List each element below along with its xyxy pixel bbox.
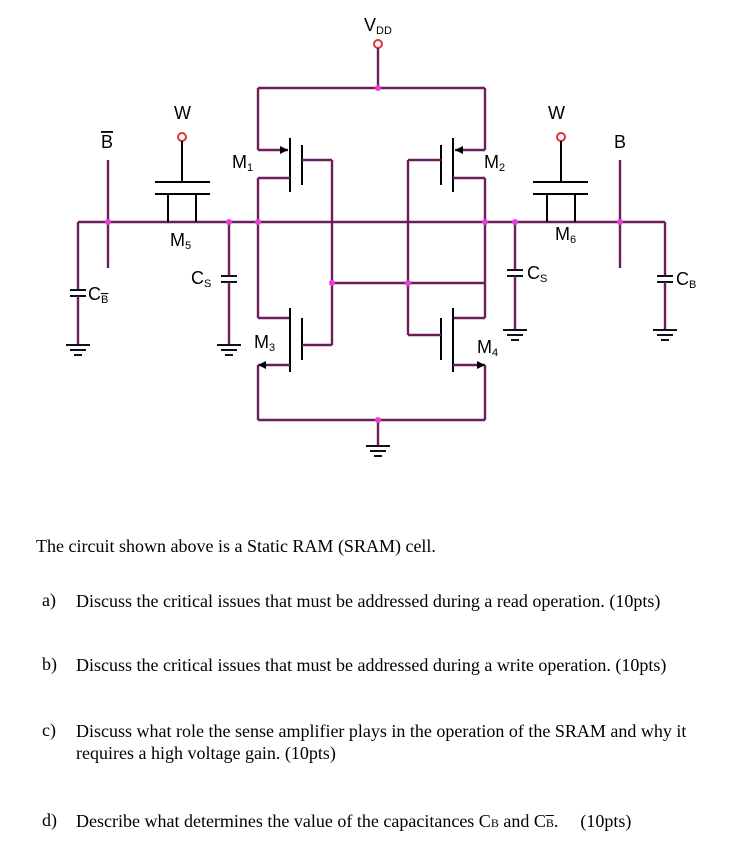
- transistor-m5: [155, 141, 210, 222]
- wordline-left-label: W: [174, 103, 191, 123]
- ground-icon: [366, 446, 390, 456]
- question-b-tag: b): [42, 654, 57, 674]
- question-c-text: Discuss what role the sense amplifier plays in the operation of the SRAM and why it requires a high voltage gain. (10pts): [76, 721, 687, 763]
- question-a-text: Discuss the critical issues that must be addressed during a read operation. (10pts): [76, 591, 661, 611]
- ground-icon: [653, 330, 677, 340]
- vdd-terminal: [374, 40, 382, 48]
- capacitor-cb-right: [657, 276, 673, 282]
- m1-label: M1: [232, 152, 254, 174]
- transistor-m2: [408, 138, 485, 335]
- bitline-bar-label: B: [101, 132, 114, 152]
- m5-label: M5: [170, 230, 192, 252]
- m3-label: M3: [254, 332, 276, 354]
- capacitor-cb-left: [70, 290, 86, 296]
- ground-icon: [503, 330, 527, 340]
- question-section: [36, 536, 736, 831]
- m4-label: M4: [477, 337, 499, 359]
- vdd-label: VDD: [364, 15, 392, 37]
- capacitor-cs-left: [221, 276, 237, 282]
- node-dots: [105, 85, 623, 423]
- transistor-m4: [408, 222, 485, 420]
- question-a-tag: a): [42, 590, 56, 610]
- question-intro: The circuit shown above is a Static RAM (SRAM) cell.: [36, 536, 436, 556]
- question-b-text: Discuss the critical issues that must be addressed during a write operation. (10pts): [76, 655, 667, 675]
- transistor-m6: [533, 141, 588, 222]
- question-d-text: Describe what determines the value of the capacitances CB and $C\overline{B}$. (10pts): [76, 811, 632, 831]
- cb-right-label: CB: [676, 269, 697, 291]
- cs-left-label: CS: [191, 268, 212, 290]
- m2-label: M2: [484, 152, 506, 174]
- capacitor-cs-right: [507, 270, 523, 276]
- wordline-right-label: W: [548, 103, 565, 123]
- ground-icon: [217, 345, 241, 355]
- question-d-tag: d): [42, 810, 57, 830]
- transistor-m3: [258, 222, 332, 420]
- ground-icon: [66, 345, 90, 355]
- wordline-left-terminal: [178, 133, 186, 141]
- m6-label: M6: [555, 224, 577, 246]
- cb-left-label: CB: [88, 284, 109, 306]
- bitline-label: B: [614, 132, 627, 152]
- transistor-m1: [258, 138, 332, 283]
- cs-right-label: CS: [527, 263, 548, 285]
- question-c-tag: c): [42, 720, 56, 740]
- wordline-right-terminal: [557, 133, 565, 141]
